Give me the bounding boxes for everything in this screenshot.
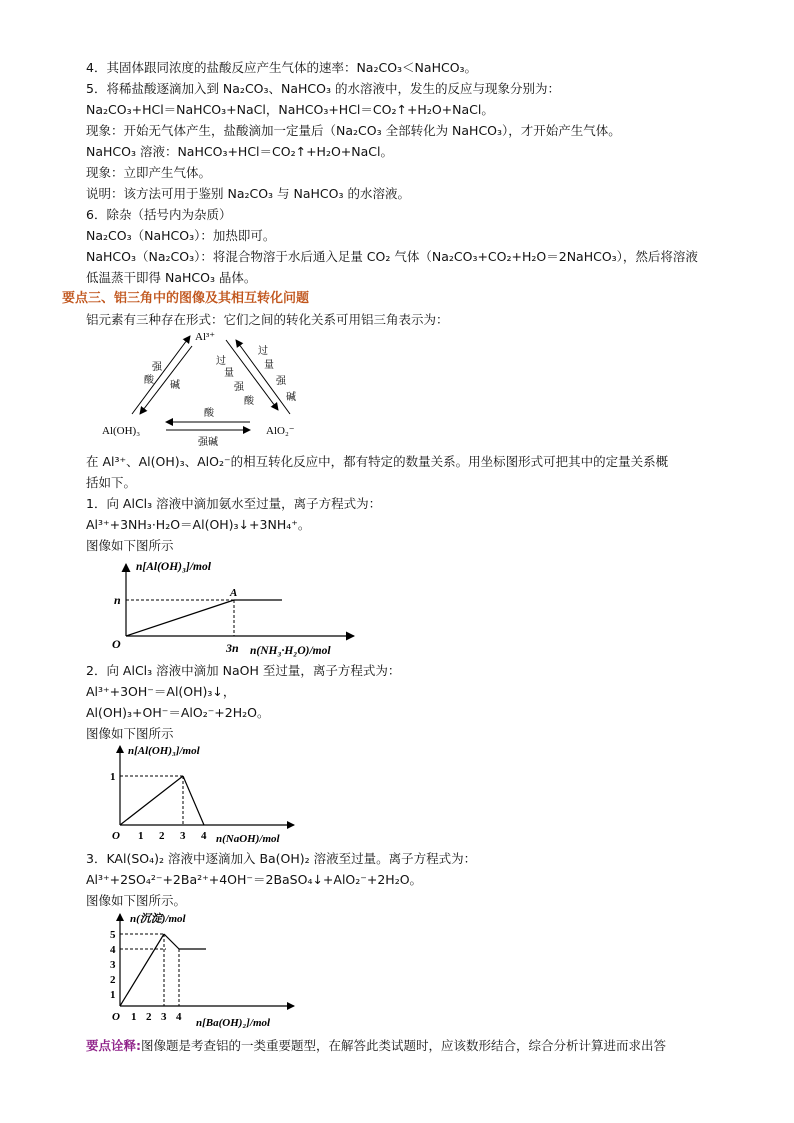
- y-tick-label: 5: [110, 929, 116, 941]
- text-line: 4．其固体跟同浓度的盐酸反应产生气体的速率：Na₂CO₃＜NaHCO₃。: [86, 60, 478, 75]
- origin-label: O: [112, 1011, 120, 1023]
- text-line: 括如下。: [86, 475, 137, 490]
- text-line: Al(OH)₃+OH⁻＝AlO₂⁻+2H₂O。: [86, 705, 270, 720]
- y-tick-label: 3: [110, 959, 116, 971]
- text-line: Al³⁺+2SO₄²⁻+2Ba²⁺+4OH⁻＝2BaSO₄↓+AlO₂⁻+2H₂O。: [86, 872, 423, 887]
- arrow-aloh3-to-al3: [132, 336, 190, 414]
- origin-label: O: [112, 830, 120, 842]
- y-tick-label: 1: [110, 771, 116, 783]
- x-axis-label: n(NH₃·H₂O)/mol: [250, 645, 331, 657]
- series-line: [120, 776, 183, 825]
- text-line: 说明：该方法可用于鉴别 Na₂CO₃ 与 NaHCO₃ 的水溶液。: [86, 186, 410, 201]
- x-tick-label: 3: [180, 830, 186, 842]
- chart-1-nh3: [104, 556, 364, 660]
- text-line: 在 Al³⁺、Al(OH)₃、AlO₂⁻的相互转化反应中，都有特定的数量关系。用坐标图形式可把其中的定量关系概: [86, 454, 669, 469]
- note-line: [86, 1038, 666, 1054]
- y-tick-label: 1: [110, 989, 116, 1001]
- right-inner-char: 酸: [244, 396, 254, 407]
- x-tick-label: 1: [131, 1011, 137, 1023]
- y-axis-label: n(沉淀)/mol: [130, 913, 186, 925]
- x-tick-label: 4: [201, 830, 207, 842]
- x-tick-label: 3n: [226, 641, 239, 655]
- text-line: 6．除杂（括号内为杂质）: [86, 207, 232, 222]
- aloh3-label: Al(OH)₃: [102, 425, 141, 437]
- series-line: [164, 934, 179, 949]
- chart-3-baoh2: [104, 908, 304, 1032]
- chart-2-naoh: [104, 740, 304, 848]
- text-line: 5．将稀盐酸逐滴加入到 Na₂CO₃、NaHCO₃ 的水溶液中，发生的反应与现象分别为：: [86, 81, 560, 96]
- x-tick-label: 1: [138, 830, 144, 842]
- right-outer-char: 量: [264, 360, 274, 371]
- alo2-label: AlO₂⁻: [266, 425, 295, 437]
- bottom-top-label: 酸: [204, 408, 214, 419]
- note-text: 图像题是考查铝的一类重要题型，在解答此类试题时，应该数形结合，综合分析计算进而求出答: [141, 1038, 667, 1053]
- text-line: 现象：立即产生气体。: [86, 165, 212, 180]
- text-line: NaHCO₃（Na₂CO₃）：将混合物溶于水后通入足量 CO₂ 气体（Na₂CO₃+CO₂+H₂O＝2NaHCO₃），然后将溶液: [86, 249, 698, 264]
- text-line: Al³⁺+3NH₃·H₂O＝Al(OH)₃↓+3NH₄⁺。: [86, 517, 311, 532]
- x-tick-label: 2: [146, 1011, 152, 1023]
- left-outer-char: 强: [152, 362, 162, 373]
- text-line: 图像如下图所示。: [86, 893, 187, 908]
- text-line: NaHCO₃ 溶液：NaHCO₃+HCl＝CO₂↑+H₂O+NaCl。: [86, 144, 393, 159]
- y-tick-label: 4: [110, 944, 116, 956]
- note-label: 要点诠释:: [86, 1038, 141, 1053]
- text-line: 2．向 AlCl₃ 溶液中滴加 NaOH 至过量，离子方程式为：: [86, 663, 401, 678]
- text-line: 3．KAl(SO₄)₂ 溶液中逐滴加入 Ba(OH)₂ 溶液至过量。离子方程式为：: [86, 851, 477, 866]
- text-line: Al³⁺+3OH⁻＝Al(OH)₃↓，: [86, 684, 236, 699]
- series-line: [183, 776, 204, 825]
- left-inner-char: 碱: [170, 380, 180, 391]
- y-tick-label: n: [114, 593, 121, 607]
- right-inner-char: 过: [216, 356, 226, 367]
- text-line: Na₂CO₃+HCl＝NaHCO₃+NaCl，NaHCO₃+HCl＝CO₂↑+H₂O+NaCl。: [86, 102, 494, 117]
- origin-label: O: [112, 637, 121, 651]
- point-label: A: [230, 587, 238, 599]
- text-line: Na₂CO₃（NaHCO₃）：加热即可。: [86, 228, 276, 243]
- right-inner-char: 强: [234, 382, 244, 393]
- aluminum-triangle-diagram: [100, 326, 320, 452]
- right-outer-char: 强: [276, 376, 286, 387]
- y-tick-label: 2: [110, 974, 116, 986]
- series-line: [120, 934, 164, 1006]
- y-axis-label: n[Al(OH)₃]/mol: [128, 745, 200, 757]
- text-line: 铝元素有三种存在形式：它们之间的转化关系可用铝三角表示为：: [86, 312, 449, 327]
- y-axis-label: n[Al(OH)₃]/mol: [136, 561, 211, 573]
- al3-label: Al³⁺: [195, 331, 216, 343]
- section-heading: 要点三、铝三角中的图像及其相互转化问题: [62, 291, 310, 306]
- right-outer-char: 过: [258, 346, 268, 357]
- text-line: 图像如下图所示: [86, 538, 174, 553]
- right-inner-char: 量: [224, 368, 234, 379]
- text-line: 低温蒸干即得 NaHCO₃ 晶体。: [86, 270, 257, 285]
- x-axis-label: n(NaOH)/mol: [216, 833, 280, 845]
- text-line: 1．向 AlCl₃ 溶液中滴加氨水至过量，离子方程式为：: [86, 496, 382, 511]
- right-outer-char: 碱: [286, 392, 296, 403]
- text-line: 图像如下图所示: [86, 726, 174, 741]
- left-outer-char: 酸: [144, 375, 154, 386]
- bottom-bottom-label: 强碱: [198, 437, 218, 448]
- text-line: 现象：开始无气体产生，盐酸滴加一定量后（Na₂CO₃ 全部转化为 NaHCO₃），才开始产生气体。: [86, 123, 621, 138]
- x-tick-label: 4: [176, 1011, 182, 1023]
- x-axis-label: n[Ba(OH)₂]/mol: [196, 1017, 271, 1029]
- x-tick-label: 2: [159, 830, 165, 842]
- x-tick-label: 3: [161, 1011, 167, 1023]
- series-line: [126, 600, 234, 636]
